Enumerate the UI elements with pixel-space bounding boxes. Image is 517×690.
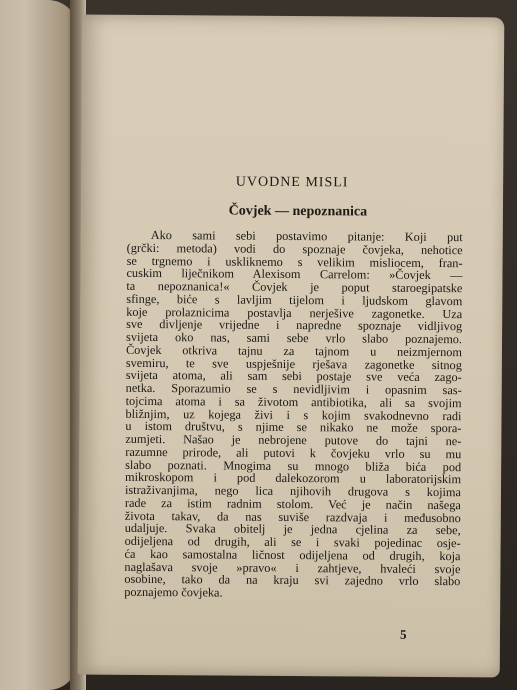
text-line: rade za istim radnim stolom. Već je način našega xyxy=(124,495,461,512)
book-page xyxy=(78,15,505,678)
text-line: tojcima atoma i sa životom antibiotika, ali sa svojim xyxy=(125,393,462,410)
text-line: osobine, tako da na kraju svi zajedno vrlo slabo xyxy=(124,572,461,589)
text-line: svijeta atoma, ali sam sebi postaje sve veća zago- xyxy=(125,368,462,385)
text-line: udaljuje. Svaka obitelj je jedna cjelina za sebe, xyxy=(124,521,461,538)
left-page-edge xyxy=(0,0,78,690)
text-line: se trgnemo i uskliknemo s velikim misliocem, fran- xyxy=(126,253,463,270)
text-line: slabo poznati. Mnogima su mnogo bliža bića pod xyxy=(125,457,462,474)
text-line: života takav, da nas suviše razdvaja i međusobno xyxy=(124,508,461,525)
text-line: ća kao samostalna ličnost odijeljena od drugih, koja xyxy=(124,546,461,563)
chapter-title: UVODNE MISLI xyxy=(235,174,349,191)
text-line: sfinge, biće s lavljim tijelom i ljudskom glavom xyxy=(126,291,463,308)
text-line: naglašava svoje »pravo« i zahtjeve, hvaleći svoje xyxy=(124,559,461,576)
text-line: (grčki: metoda) vodi do spoznaje čovjeka, nehotice xyxy=(126,240,463,257)
text-line: poznajemo čovjeka. xyxy=(124,584,223,600)
text-line: istraživanjima, nego lica njihovih drugova s kojima xyxy=(124,482,462,500)
text-line: ta nepoznanica!« Čovjek je poput staroegipatske xyxy=(126,278,463,296)
text-line: Ako sami sebi postavimo pitanje: Koji put xyxy=(150,228,463,245)
text-line: sve divljenje vrijedne i napredne spoznaje vidljivog xyxy=(126,317,463,334)
text-line: odijeljena od drugih, ali se i svaki pojedinac osje- xyxy=(124,533,461,551)
text-line: mikroskopom i pod dalekozorom u laboratorijskim xyxy=(125,470,462,487)
text-line: netka. Sporazumio se s nevidljivim i opasnim sas- xyxy=(125,380,462,398)
text-line: svijeta oko nas, sami sebe vrlo slabo poznajemo. xyxy=(126,329,463,347)
text-line: svemiru, te sve uspješnije rješava zagonetke sitnog xyxy=(125,355,462,372)
text-line: bližnjim, uz kojega živi i s kojim svakodnevno radi xyxy=(125,406,462,423)
text-line: razumne prirode, ali putovi k čovjeku vrlo su mu xyxy=(125,444,462,461)
text-line: cuskim liječnikom Alexisom Carrelom: »Čovjek — xyxy=(126,266,463,283)
text-line: koje prolaznicima postavlja nerješive zagonetke. Uza xyxy=(126,304,463,321)
text-line: Čovjek otkriva tajnu za tajnom u neizmjernom xyxy=(125,342,463,359)
section-title: Čovjek — nepoznanica xyxy=(228,203,368,220)
text-line: zumjeti. Našao je nebrojene putove do tajni ne- xyxy=(125,431,462,449)
page-number: 5 xyxy=(399,626,407,642)
body-text xyxy=(124,229,463,601)
text-line: u istom društvu, s njime se nikako ne može spora- xyxy=(125,419,462,436)
